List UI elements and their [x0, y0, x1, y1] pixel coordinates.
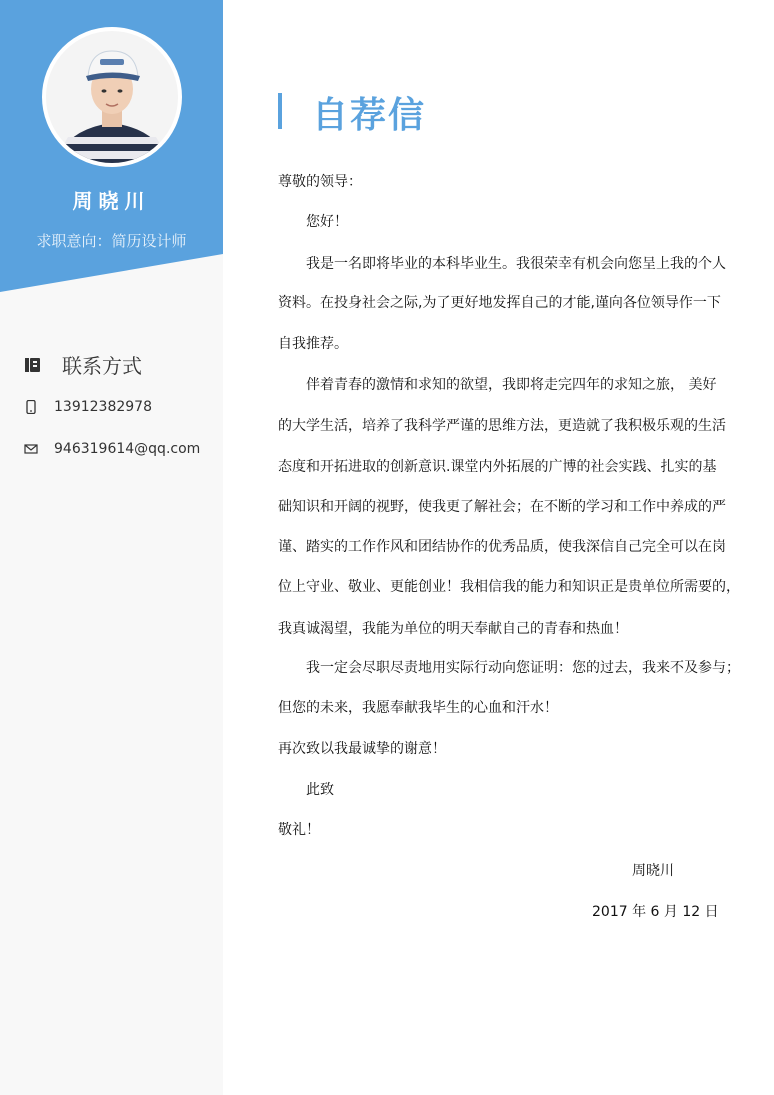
letter-line: 我一定会尽职尽责地用实际行动向您证明：您的过去，我来不及参与； — [306, 660, 740, 676]
letter-line: 我真诚渴望，我能为单位的明天奉献自己的青春和热血！ — [278, 621, 628, 637]
contact-title: 联系方式 — [62, 354, 142, 378]
address-book-icon — [24, 356, 42, 374]
phone-icon — [24, 400, 38, 414]
letter-line: 谨、踏实的工作作风和团结协作的优秀品质，使我深信自己完全可以在岗 — [278, 539, 726, 555]
contact-email: 946319614@qq.com — [54, 441, 201, 457]
letter-line: 的大学生活，培养了我科学严谨的思维方法，更造就了我积极乐观的生活 — [278, 418, 726, 434]
letter-line: 础知识和开阔的视野，使我更了解社会；在不断的学习和工作中养成的严 — [278, 499, 726, 515]
signature-name: 周晓川 — [632, 863, 674, 879]
contact-section-header — [24, 350, 142, 379]
letter-line: 但您的未来，我愿奉献我毕生的心血和汗水！ — [278, 700, 558, 716]
letter-line: 自我推荐。 — [278, 336, 348, 352]
page-title: 自荐信 — [312, 95, 427, 136]
letter-line: 再次致以我最诚挚的谢意！ — [278, 741, 446, 757]
letter-line: 敬礼！ — [278, 822, 320, 838]
contact-phone-row — [24, 399, 152, 415]
sidebar — [0, 0, 223, 1095]
letter-line: 位上守业、敬业、更能创业！我相信我的能力和知识正是贵单位所需要的， — [278, 579, 740, 595]
mail-icon — [24, 442, 38, 456]
letter-line: 资料。在投身社会之际,为了更好地发挥自己的才能,谨向各位领导作一下 — [278, 295, 721, 311]
contact-email-row — [24, 441, 200, 457]
contact-phone: 13912382978 — [54, 399, 152, 415]
letter-line: 尊敬的领导： — [278, 174, 362, 190]
letter-line: 您好！ — [306, 214, 348, 230]
title-accent-bar — [278, 93, 282, 129]
letter-line: 此致 — [306, 782, 334, 798]
letter-line: 我是一名即将毕业的本科毕业生。我很荣幸有机会向您呈上我的个人 — [306, 256, 726, 272]
job-intent: 求职意向：简历设计师 — [36, 232, 187, 250]
letter-line: 态度和开拓进取的创新意识.课堂内外拓展的广博的社会实践、扎实的基 — [278, 459, 717, 475]
letter-line: 伴着青春的激情和求知的欲望，我即将走完四年的求知之旅， 美好 — [306, 377, 717, 393]
avatar — [42, 27, 182, 167]
candidate-name: 周晓川 — [72, 189, 151, 213]
signature-date: 2017 年 6 月 12 日 — [592, 904, 719, 920]
